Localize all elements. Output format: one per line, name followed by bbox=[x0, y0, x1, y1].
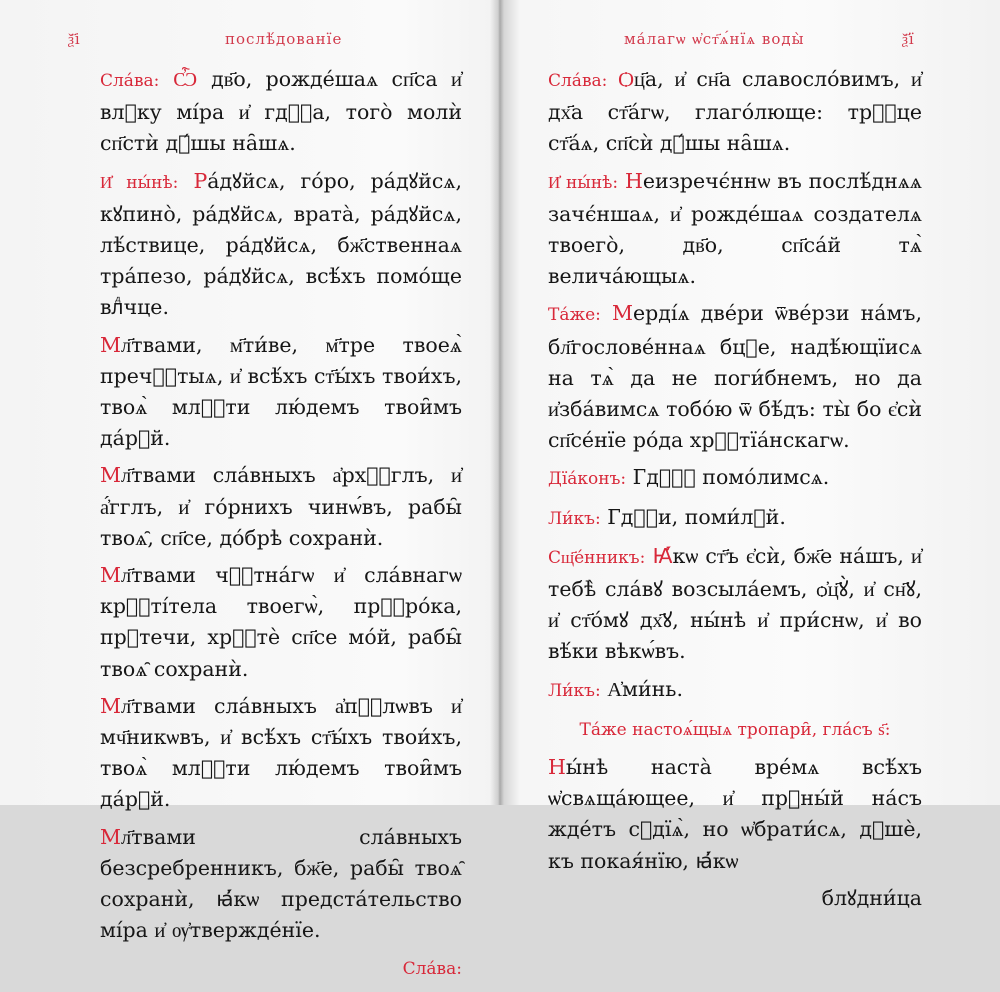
drop-initial: М bbox=[612, 301, 634, 326]
paragraph-text: л҃твами сла́вныхъ безсребренникъ, бж҃е, рабы̑ твоѧ̑ сохранѝ, ꙗ҆́кѡ предста́тельство мі́ра и҆ ѹ҆твержде́нїе. bbox=[100, 824, 462, 943]
drop-initial: М bbox=[100, 693, 121, 718]
right-page bbox=[504, 0, 1000, 910]
rubric: Сла́ва: bbox=[100, 71, 160, 91]
paragraph bbox=[548, 166, 922, 293]
drop-initial: Ꙗ҆ bbox=[652, 543, 673, 568]
rubric: Сла́ва: bbox=[548, 71, 608, 91]
drop-initial: Р bbox=[193, 168, 208, 193]
left-page-number: ѯ҃і bbox=[68, 30, 81, 48]
paragraph-text: л҃твами, м҃ти́ве, м҃тре твоеѧ̀ пречⷭ҇тыѧ, и҆ всѣ́хъ ст҃ы́хъ твои́хъ, твоѧ̀ млⷭ҇ти лю́демъ твои̑мъ да́рꙋй. bbox=[100, 332, 462, 451]
catchword-line bbox=[548, 883, 922, 914]
paragraph bbox=[548, 502, 922, 535]
left-running-title: послѣ́дованїе bbox=[225, 30, 343, 48]
paragraph-text: л҃твами сла́вныхъ а҆рхⷢ҇глъ, и҆ а҆́гглъ, и҆ го́рнихъ чинѡ́въ, рабы̑ твоѧ̑, сп҃се, до́брѣ сохранѝ. bbox=[100, 463, 462, 550]
drop-initial: М bbox=[100, 824, 121, 849]
rubric: И҆ ны́нѣ: bbox=[100, 172, 179, 193]
drop-initial: Ѻ bbox=[618, 67, 634, 91]
left-page bbox=[0, 0, 496, 980]
paragraph bbox=[548, 462, 922, 495]
rubric: И҆ ны́нѣ: bbox=[548, 172, 619, 193]
catchword: блꙋдни́ца bbox=[821, 885, 922, 910]
paragraph bbox=[100, 822, 462, 947]
paragraph bbox=[100, 460, 462, 554]
paragraph-text: л҃твами сла́вныхъ а҆пⷭ҇лѡвъ и҆ мч҃никѡвъ, и҆ всѣ́хъ ст҃ы́хъ твои́хъ, твоѧ̀ млⷭ҇ти лю́демъ твои̑мъ да́рꙋй. bbox=[100, 693, 462, 812]
rubric: Та́же настоѧ́щыѧ тропари̑, гла́съ ѕ҃: bbox=[579, 719, 891, 740]
paragraph-text: ерді́ѧ две́ри ѿве́рзи на́мъ, бл҃гослове́ннаѧ бцⷣе, надѣ́ющїисѧ на тѧ̀ да не поги́бнемъ, но да и҆зба́вимсѧ тобо́ю ѿ бѣ́дъ: ты̀ бо є҆сѝ сп҃се́нїе ро́да хрⷭ҇тїа́нскагѡ. bbox=[548, 301, 922, 453]
paragraph bbox=[548, 298, 922, 456]
drop-initial: Ѽ bbox=[172, 67, 198, 91]
drop-initial: Н bbox=[624, 168, 643, 193]
rubric: Дїа́конъ: bbox=[548, 469, 627, 490]
paragraph bbox=[100, 691, 462, 816]
paragraph-text: а́дꙋйсѧ, го́ро, ра́дꙋйсѧ, кꙋпино̀, ра́дꙋйсѧ, врата̀, ра́дꙋйсѧ, лѣ́ствице, ра́дꙋйсѧ, бж҃ственнаѧ тра́пезо, ра́дꙋйсѧ, всѣ́хъ помо́ще влⷣчце. bbox=[100, 168, 462, 320]
paragraph bbox=[100, 166, 462, 324]
paragraph bbox=[548, 674, 922, 707]
paragraph bbox=[100, 330, 462, 455]
drop-initial: М bbox=[100, 332, 121, 357]
paragraph-text: ц҃а, и҆ сн҃а славосло́вимъ, и҆ дх҃а ст҃а́гѡ, глаго́люще: трⷪ҇це ст҃а́ѧ, сп҃сѝ дꙋ́шы на̑шѧ. bbox=[548, 67, 922, 156]
right-page-number: ѯ҃ї bbox=[902, 30, 915, 48]
right-page-text bbox=[548, 64, 922, 920]
paragraph-text: Гдⷭ҇и, поми́лꙋй. bbox=[607, 504, 786, 529]
right-running-title: ма́лагѡ ѡ҆ст҃ѧ́нїѧ воды̀ bbox=[624, 30, 805, 48]
drop-initial: Н bbox=[548, 755, 566, 780]
paragraph bbox=[548, 752, 922, 877]
catchword-line bbox=[100, 952, 462, 985]
paragraph bbox=[100, 560, 462, 685]
rubric-heading bbox=[548, 713, 922, 746]
rubric: Ли́къ: bbox=[548, 680, 601, 701]
paragraph-text: ́кѡ ст҃ъ є҆сѝ, бж҃е на́шъ, и҆ тебѣ̀ сла́вꙋ возсыла́емъ, ѻ҆ц҃ꙋ̀, и҆ сн҃ꙋ, и҆ ст҃о́мꙋ дх҃ꙋ, ны́нѣ и҆ при́снѡ, и҆ во вѣ́ки вѣкѡ́въ. bbox=[548, 543, 922, 664]
paragraph-text: Гдⷭ҇ꙋ помо́лимсѧ. bbox=[632, 465, 830, 490]
paragraph bbox=[548, 64, 922, 160]
paragraph-text: л҃твами чⷭ҇тна́гѡ и҆ сла́внагѡ крⷭ҇тı́тела твоегѡ̀, прⷪ҇ро́ка, прⷣтечи, хрⷭ҇тѐ сп҃се мо́й, рабы̑ твоѧ̑ сохранѝ. bbox=[100, 563, 462, 681]
catchword: Сла́ва: bbox=[402, 959, 462, 980]
rubric: Ли́къ: bbox=[548, 508, 601, 529]
paragraph-text: дв҃о, рожде́шаѧ сп҃са и҆ влⷣку мі́ра и҆ гдⷭ҇а, того̀ молѝ сп҃стѝ дꙋ́шы на̑шѧ. bbox=[100, 67, 462, 156]
paragraph bbox=[100, 64, 462, 160]
paragraph-text: А҆ми́нь. bbox=[607, 676, 683, 701]
rubric: Та́же: bbox=[548, 305, 601, 326]
paragraph bbox=[548, 541, 922, 668]
rubric: Сщ҃е́нникъ: bbox=[548, 547, 646, 568]
paragraph-text: ы́нѣ наста̀ вре́мѧ всѣ́хъ ѡ҆свѧща́ющее, и҆ прⷣны́й на́съ жде́тъ сꙋдїѧ̀, но ѡ҆брати́сѧ, дꙋшѐ, къ покая́нїю, ꙗ҆́кѡ bbox=[548, 755, 922, 873]
drop-initial: М bbox=[100, 563, 121, 588]
paragraph-text: еизречє́ннѡ въ послѣ́днѧѧ зачє́ншаѧ, и҆ рожде́шаѧ создателѧ твоего̀, дв҃о, сп҃са́й тѧ̀ велича́ющыѧ. bbox=[548, 168, 922, 289]
left-page-text bbox=[100, 64, 462, 992]
drop-initial: М bbox=[100, 463, 121, 488]
